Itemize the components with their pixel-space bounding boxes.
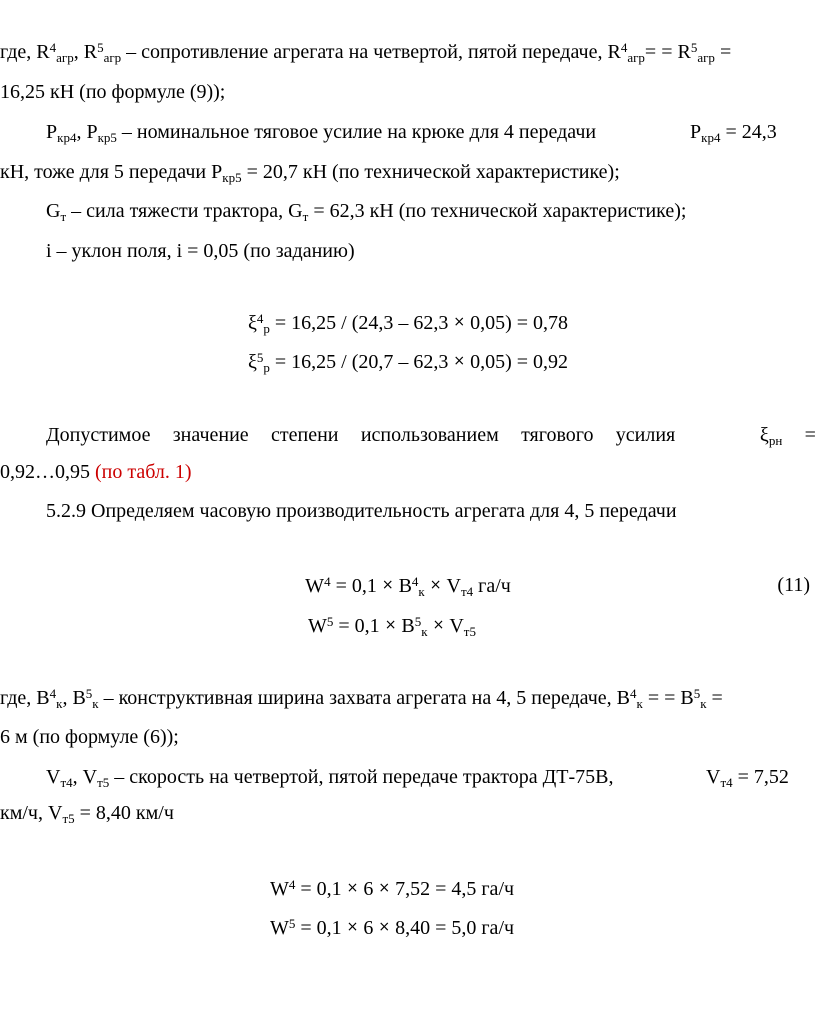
paragraph-line-7: Допустимое значение степени использованием тягового усилия $\xi_{рн}$ = (46, 424, 816, 448)
subscript: кр5 (222, 170, 242, 185)
paragraph-line-1: где, $R^4_{агр}$, $R^5_{агр}$ – сопротивление агрегата на четвертой, пятой передаче, $R^4_{агр}= = R^5_{агр}$ = (0, 40, 732, 65)
superscript: 5 (288, 916, 296, 931)
subscript: т5 (62, 811, 75, 826)
table-reference: (по табл. 1) (95, 461, 192, 483)
superscript: 4 (324, 574, 331, 589)
section-heading-5-2-9: 5.2.9 Определяем часовую производительность агрегата для 4, 5 передачи (46, 500, 677, 522)
formula-w-5: $W^5 = 0,1 \times B^5_к \times V_{т5}$ (308, 614, 476, 639)
subscript: р (263, 321, 270, 336)
superscript: 4 (620, 40, 628, 55)
subscript: т (302, 209, 309, 224)
paragraph-line-3: $Р_{кр4}$, $Р_{кр5}$ – номинальное тяговое усилие на крюке для 4 передачи $Р_{кр4} = 24,3$ (46, 121, 777, 145)
superscript: 4 (629, 686, 637, 701)
multiply-sign: × (453, 353, 466, 369)
formula-xi-5: $\xi^5_р = 16,25 / (20,7 - 62,3 \times 0,05) = 0,92$ (247, 350, 569, 375)
subscript: к (700, 696, 707, 711)
superscript: 5 (85, 686, 93, 701)
subscript: агр (627, 50, 645, 65)
formula-w-4: $W^4 = 0,1 \times B^4_к \times V_{т4}$ га/ч (11) (305, 574, 810, 599)
multiply-sign: × (346, 919, 359, 935)
subscript: к (56, 696, 63, 711)
multiply-sign: × (432, 617, 445, 633)
subscript: к (421, 624, 428, 639)
subscript: к (418, 584, 425, 599)
subscript: р (263, 360, 270, 375)
subscript: т4 (460, 584, 474, 599)
formula-w-4-result: $W^4 = 0,1 \times 6 \times 7,52 = 4,5$ га/ч (269, 877, 515, 900)
subscript: т5 (97, 775, 110, 790)
paragraph-line-13: км/ч, $V_{т5} = 8,40$ км/ч (0, 802, 174, 826)
subscript: т4 (720, 775, 733, 790)
paragraph-line-12: $V_{т4}$, $V_{т5}$ – скорость на четвертой, пятой передаче трактора ДТ-75В, $V_{т4} = 7,52$ (46, 766, 789, 790)
subscript: агр (56, 50, 74, 65)
subscript: рн (768, 433, 783, 448)
superscript: 5 (414, 614, 422, 629)
subscript: т4 (60, 775, 73, 790)
paragraph-line-5: $G_т$ – сила тяжести трактора, $G_т = 62,3$ кН (по технической характеристике); (46, 200, 687, 224)
multiply-sign: × (378, 880, 391, 896)
superscript: 4 (49, 40, 57, 55)
paragraph-line-11: 6 м (по формуле (6)); (0, 726, 179, 748)
subscript: агр (103, 50, 122, 65)
subscript: кр5 (97, 130, 117, 145)
paragraph-line-8: 0,92…0,95 (по табл. 1) (0, 461, 192, 483)
multiply-sign: × (429, 577, 442, 593)
subscript: к (92, 696, 99, 711)
superscript: 4 (288, 877, 296, 892)
superscript: 4 (256, 311, 264, 326)
formula-w-5-result: $W^5 = 0,1 \times 6 \times 8,40 = 5,0$ га/ч (269, 916, 515, 939)
multiply-sign: × (378, 919, 391, 935)
multiply-sign: × (346, 880, 359, 896)
superscript: 5 (326, 614, 334, 629)
paragraph-line-6: i – уклон поля, i = 0,05 (по заданию) (46, 240, 355, 262)
superscript: 4 (49, 686, 57, 701)
superscript: 5 (256, 350, 264, 365)
multiply-sign: × (453, 314, 466, 330)
subscript: к (636, 696, 643, 711)
paragraph-line-4: кН, тоже для 5 передачи $Р_{кр5} = 20,7$ кН (по технической характеристике); (0, 161, 620, 185)
subscript: кр4 (701, 130, 721, 145)
multiply-sign: × (384, 617, 397, 633)
paragraph-line-2: 16,25 кН (по формуле (9)); (0, 81, 226, 103)
paragraph-line-10: где, $B^4_к$, $B^5_к$ – конструктивная ширина захвата агрегата на 4, 5 передаче, $B^4_к$ = = $B^5_к$ = (0, 686, 723, 711)
subscript: агр (697, 50, 715, 65)
formula-number: (11) (777, 574, 810, 596)
subscript: т (60, 209, 67, 224)
subscript: т5 (463, 624, 476, 639)
formula-xi-4: $\xi^4_р = 16,25 / (24,3 - 62,3 \times 0,05) = 0,78$ (247, 311, 569, 336)
superscript: 4 (411, 574, 419, 589)
multiply-sign: × (381, 577, 394, 593)
superscript: 5 (97, 40, 104, 55)
superscript: 5 (690, 40, 698, 55)
superscript: 5 (693, 686, 701, 701)
subscript: кр4 (57, 130, 77, 145)
